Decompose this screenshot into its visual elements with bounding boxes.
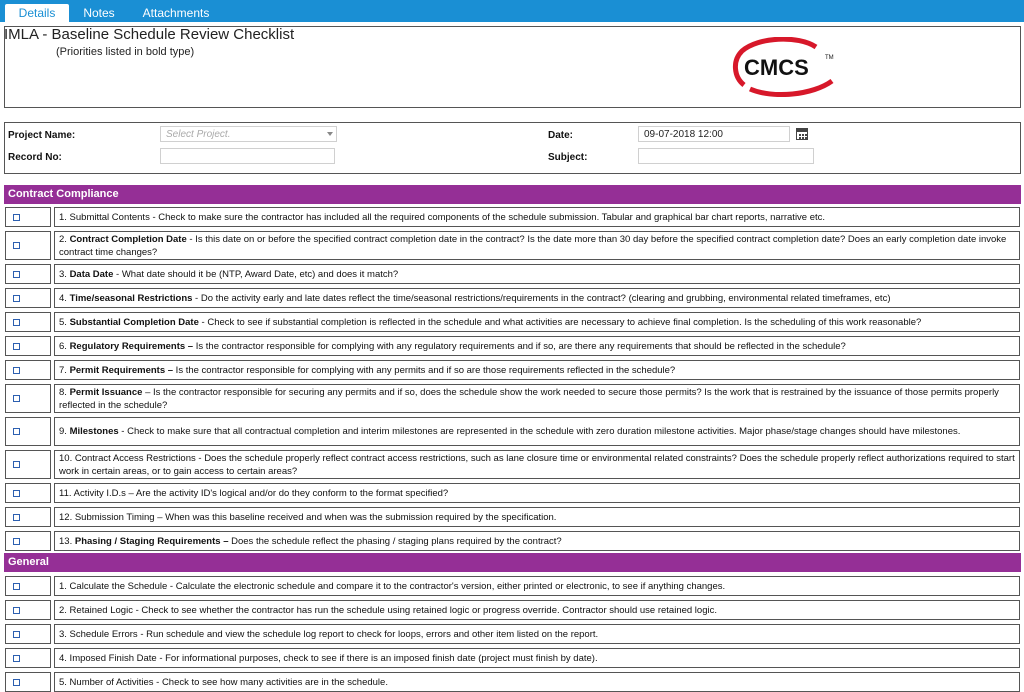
checklist-item-text: 3. Schedule Errors - Run schedule and view the schedule log report to check for loops, errors and other item listed on the report. — [54, 624, 1020, 644]
checklist-checkbox[interactable] — [13, 490, 20, 497]
section-header: Contract Compliance — [4, 185, 1021, 204]
page-subtitle: (Priorities listed in bold type) — [56, 46, 195, 58]
checklist-item-text: 5. Substantial Completion Date - Check to see if substantial completion is reflected in the schedule and what activities are necessary to achieve final completion. Is the scheduling of this work reasonable? — [54, 312, 1020, 332]
section-header: General — [4, 553, 1021, 572]
checklist-checkbox[interactable] — [13, 271, 20, 278]
checklist-item-text: 4. Imposed Finish Date - For informational purposes, check to see if there is an imposed finish date (project must finish by date). — [54, 648, 1020, 668]
project-select-placeholder: Select Project. — [166, 129, 231, 140]
checklist-item-text: 1. Submittal Contents - Check to make sure the contractor has included all the required components of the schedule submission. Tabular and graphical bar chart reports, narrative etc. — [54, 207, 1020, 227]
checklist-checkbox[interactable] — [13, 214, 20, 221]
checkbox-cell — [5, 360, 51, 380]
project-select[interactable] — [160, 126, 337, 142]
checklist-checkbox[interactable] — [13, 607, 20, 614]
checkbox-cell — [5, 231, 51, 260]
checklist-checkbox[interactable] — [13, 631, 20, 638]
checklist-checkbox[interactable] — [13, 538, 20, 545]
record-no-field[interactable] — [160, 148, 335, 164]
checklist-checkbox[interactable] — [13, 655, 20, 662]
checkbox-cell — [5, 336, 51, 356]
subject-field[interactable] — [638, 148, 814, 164]
checklist-item-text: 10. Contract Access Restrictions - Does the schedule properly reflect contract access restrictions, such as lane closure time or environmental related constraints? Does the schedule properly reflect authorizations required to start work in certain areas, or to gain access to certain areas? — [54, 450, 1020, 479]
checklist-checkbox[interactable] — [13, 461, 20, 468]
checklist-item-text: 3. Data Date - What date should it be (NTP, Award Date, etc) and does it match? — [54, 264, 1020, 284]
checklist-item-text: 8. Permit Issuance – Is the contractor responsible for securing any permits and if so, does the schedule show the work needed to secure those permits? Is the work that is restrained by the issuance of those permits properly reflected in the schedule? — [54, 384, 1020, 413]
date-field[interactable]: 09-07-2018 12:00 — [638, 126, 790, 142]
checklist-item-text: 13. Phasing / Staging Requirements – Does the schedule reflect the phasing / staging plans required by the contract? — [54, 531, 1020, 551]
checklist-item-text: 2. Retained Logic - Check to see whether the contractor has run the schedule using retained logic or progress override. Contractor should use retained logic. — [54, 600, 1020, 620]
checkbox-cell — [5, 531, 51, 551]
chevron-down-icon — [327, 132, 333, 136]
checklist-checkbox[interactable] — [13, 395, 20, 402]
subject-label: Subject: — [548, 152, 588, 163]
checkbox-cell — [5, 672, 51, 692]
date-label: Date: — [548, 130, 574, 141]
checkbox-cell — [5, 207, 51, 227]
calendar-icon[interactable] — [796, 128, 808, 140]
checkbox-cell — [5, 507, 51, 527]
checkbox-cell — [5, 384, 51, 413]
checklist-checkbox[interactable] — [13, 319, 20, 326]
checklist-checkbox[interactable] — [13, 295, 20, 302]
checklist-item-text: 4. Time/seasonal Restrictions - Do the activity early and late dates reflect the time/seasonal restrictions/requirements in the contract? (clearing and grubbing, environmental related timeframes, etc) — [54, 288, 1020, 308]
project-name-label: Project Name: — [8, 130, 76, 141]
cmcs-logo — [728, 37, 843, 97]
checkbox-cell — [5, 417, 51, 446]
checklist-item-text: 9. Milestones - Check to make sure that all contractual completion and interim milestones are represented in the schedule with zero duration milestone activities. Major phase/stage changes should have milestones. — [54, 417, 1020, 446]
checklist-item-text: 1. Calculate the Schedule - Calculate the electronic schedule and compare it to the contractor's version, either printed or electronic, to see if anything changes. — [54, 576, 1020, 596]
checkbox-cell — [5, 264, 51, 284]
record-form — [4, 122, 1021, 174]
checklist-checkbox[interactable] — [13, 514, 20, 521]
checkbox-cell — [5, 624, 51, 644]
checkbox-cell — [5, 648, 51, 668]
checklist-item-text: 12. Submission Timing – When was this baseline received and when was the submission required by the specification. — [54, 507, 1020, 527]
page-title: IMLA - Baseline Schedule Review Checklist — [4, 26, 295, 43]
tab-details[interactable]: Details — [5, 4, 69, 22]
checkbox-cell — [5, 450, 51, 479]
checkbox-cell — [5, 312, 51, 332]
checklist-checkbox[interactable] — [13, 343, 20, 350]
checkbox-cell — [5, 288, 51, 308]
record-no-label: Record No: — [8, 152, 62, 163]
checklist-item-text: 2. Contract Completion Date - Is this date on or before the specified contract completion date in the contract? Is the date more than 30 day before the specified contract completion date? Does an early completion date invoke contract time changes? — [54, 231, 1020, 260]
tab-bar — [0, 0, 1024, 22]
checklist-checkbox[interactable] — [13, 679, 20, 686]
checklist-checkbox[interactable] — [13, 428, 20, 435]
tab-notes[interactable]: Notes — [83, 6, 115, 20]
checklist-item-text: 7. Permit Requirements – Is the contractor responsible for complying with any permits and if so are those requirements reflected in the schedule? — [54, 360, 1020, 380]
logo-text: CMCS — [744, 55, 809, 80]
checkbox-cell — [5, 600, 51, 620]
checklist-checkbox[interactable] — [13, 242, 20, 249]
checkbox-cell — [5, 576, 51, 596]
checklist-checkbox[interactable] — [13, 367, 20, 374]
checklist-item-text: 11. Activity I.D.s – Are the activity ID's logical and/or do they conform to the format specified? — [54, 483, 1020, 503]
tab-attachments[interactable]: Attachments — [142, 6, 210, 20]
checklist-item-text: 5. Number of Activities - Check to see how many activities are in the schedule. — [54, 672, 1020, 692]
svg-text:TM: TM — [825, 55, 834, 61]
checkbox-cell — [5, 483, 51, 503]
checklist-checkbox[interactable] — [13, 583, 20, 590]
checklist-item-text: 6. Regulatory Requirements – Is the contractor responsible for complying with any regulatory requirements and if so, are there any requirements that should be reflected in the schedule? — [54, 336, 1020, 356]
